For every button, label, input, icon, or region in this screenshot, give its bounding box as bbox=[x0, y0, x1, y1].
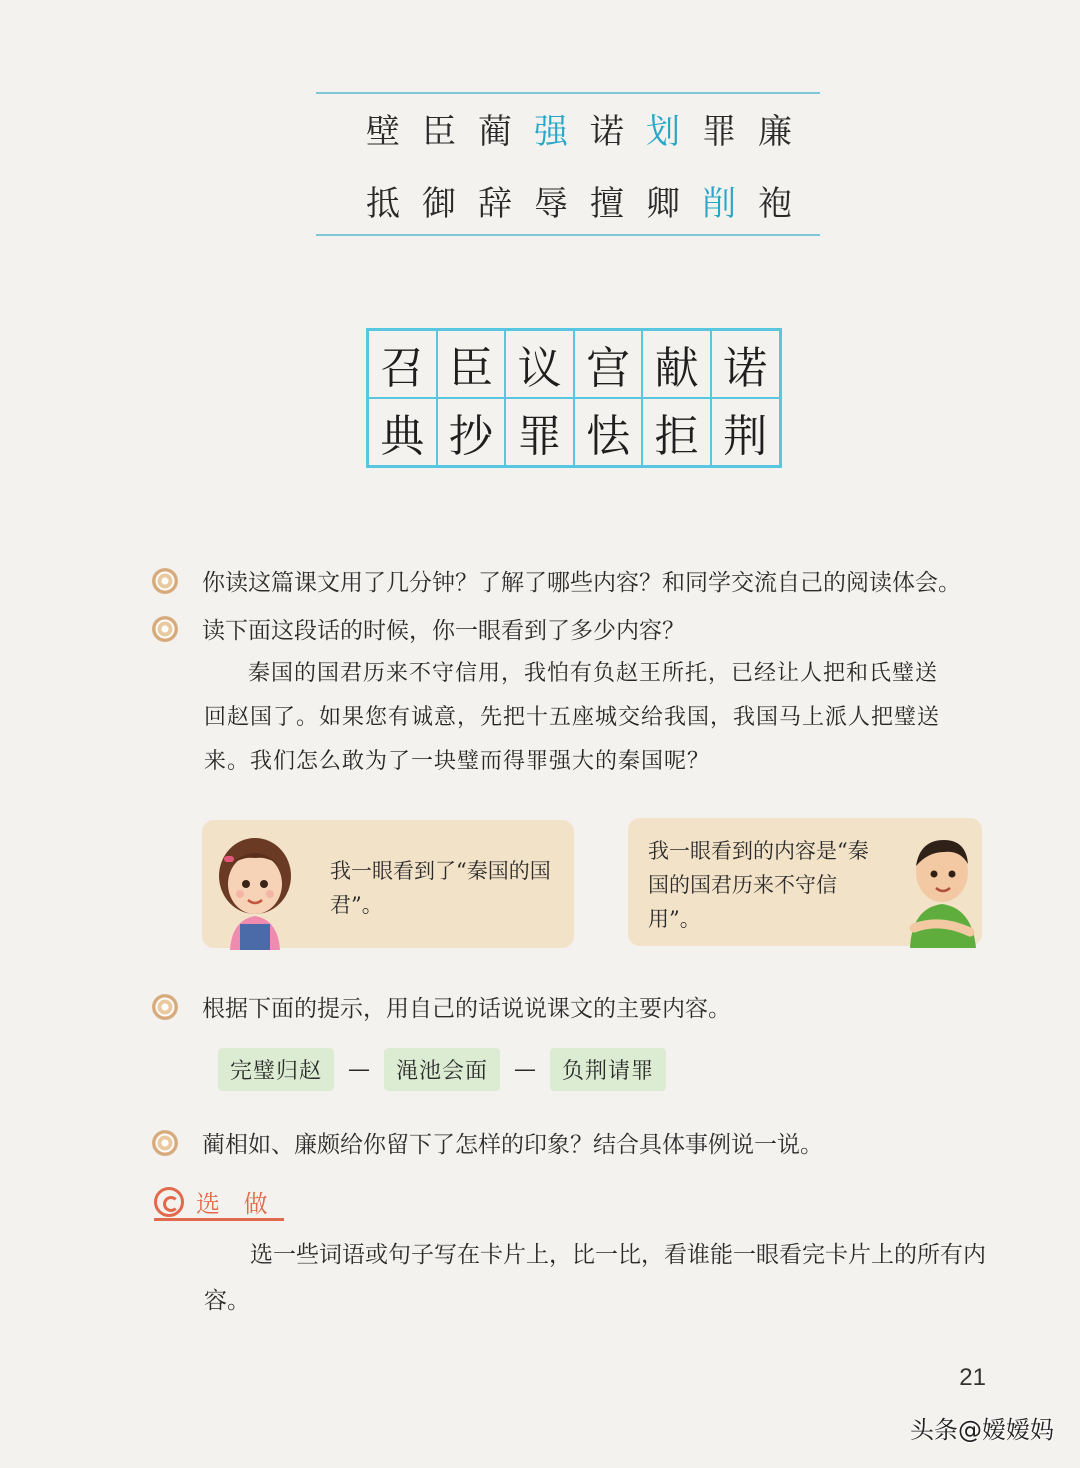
passage-line-1: 秦国的国君历来不守信用，我怕有负赵王所托，已经让人把和氏璧送 bbox=[248, 661, 939, 686]
vocabulary-char: 蔺 bbox=[478, 112, 514, 152]
vocabulary-char: 袍 bbox=[758, 184, 794, 224]
optional-section-header bbox=[154, 1184, 276, 1219]
grid-char-cell: 召 bbox=[368, 330, 437, 398]
bullet-icon bbox=[152, 1130, 178, 1156]
grid-char-cell: 典 bbox=[368, 398, 437, 466]
vocabulary-row-1 bbox=[356, 104, 1070, 153]
girl-illustration-icon bbox=[210, 832, 300, 950]
vocabulary-row-2 bbox=[356, 176, 1070, 225]
hint-separator: — bbox=[348, 1057, 371, 1082]
optional-label: 选 做 bbox=[196, 1190, 276, 1218]
hint-chip-2: 渑池会面 bbox=[384, 1048, 500, 1091]
question-1 bbox=[152, 564, 961, 597]
vocabulary-char: 廉 bbox=[758, 112, 794, 152]
grid-char-cell: 罪 bbox=[505, 398, 574, 466]
vocabulary-char: 削 bbox=[702, 184, 738, 224]
passage-line-2: 回赵国了。如果您有诚意，先把十五座城交给我国，我国马上派人把璧送 bbox=[204, 705, 941, 730]
vocabulary-char: 罪 bbox=[702, 112, 738, 152]
bullet-icon bbox=[152, 568, 178, 594]
page-number: 21 bbox=[959, 1364, 986, 1391]
question-3 bbox=[152, 990, 731, 1023]
passage-line-3: 来。我们怎么敢为了一块璧而得罪强大的秦国呢？ bbox=[204, 749, 711, 774]
grid-char-cell: 怯 bbox=[574, 398, 643, 466]
question-2 bbox=[152, 612, 685, 645]
vocabulary-char: 臣 bbox=[422, 112, 458, 152]
grid-char-cell: 宫 bbox=[574, 330, 643, 398]
watermark: 头条@嫒嫒妈 bbox=[910, 1416, 1054, 1444]
hint-chip-3: 负荆请罪 bbox=[550, 1048, 666, 1091]
question-2-text: 读下面这段话的时候，你一眼看到了多少内容？ bbox=[202, 618, 685, 644]
writing-grid bbox=[366, 328, 782, 468]
grid-char-cell: 拒 bbox=[642, 398, 711, 466]
boy-illustration-icon bbox=[900, 828, 980, 948]
question-4-text: 蔺相如、廉颇给你留下了怎样的印象？结合具体事例说一说。 bbox=[202, 1132, 823, 1158]
grid-char-cell: 荆 bbox=[711, 398, 780, 466]
reading-passage bbox=[204, 652, 994, 784]
hint-separator: — bbox=[514, 1057, 537, 1082]
grid-char-cell: 议 bbox=[505, 330, 574, 398]
bullet-icon bbox=[152, 616, 178, 642]
vocabulary-char: 辞 bbox=[478, 184, 514, 224]
vocabulary-char: 诺 bbox=[590, 112, 626, 152]
bullet-icon bbox=[152, 994, 178, 1020]
grid-char-cell: 诺 bbox=[711, 330, 780, 398]
question-1-text: 你读这篇课文用了几分钟？了解了哪些内容？和同学交流自己的阅读体会。 bbox=[202, 570, 961, 596]
grid-char-cell: 抄 bbox=[437, 398, 506, 466]
optional-icon bbox=[154, 1187, 184, 1217]
grid-char-cell: 臣 bbox=[437, 330, 506, 398]
optional-text: 选一些词语或句子写在卡片上，比一比，看谁能一眼看完卡片上的所有内容。 bbox=[204, 1242, 986, 1314]
optional-underline bbox=[154, 1218, 284, 1221]
grid-char-cell: 献 bbox=[642, 330, 711, 398]
vocabulary-char: 擅 bbox=[590, 184, 626, 224]
girl-speech-text: 我一眼看到了“秦国的国君”。 bbox=[330, 859, 551, 917]
question-4 bbox=[152, 1126, 823, 1159]
vocabulary-char: 强 bbox=[534, 112, 570, 152]
hint-chip-1: 完璧归赵 bbox=[218, 1048, 334, 1091]
vocabulary-char: 御 bbox=[422, 184, 458, 224]
vocabulary-char: 壁 bbox=[366, 112, 402, 152]
story-hint-chips bbox=[218, 1048, 666, 1091]
optional-task-text bbox=[204, 1232, 994, 1324]
vocabulary-char: 抵 bbox=[366, 184, 402, 224]
boy-speech-text: 我一眼看到的内容是“秦国的国君历来不守信用”。 bbox=[648, 839, 869, 931]
vocabulary-char: 划 bbox=[646, 112, 682, 152]
vocabulary-char: 卿 bbox=[646, 184, 682, 224]
question-3-text: 根据下面的提示，用自己的话说说课文的主要内容。 bbox=[202, 996, 731, 1022]
vocabulary-char: 辱 bbox=[534, 184, 570, 224]
